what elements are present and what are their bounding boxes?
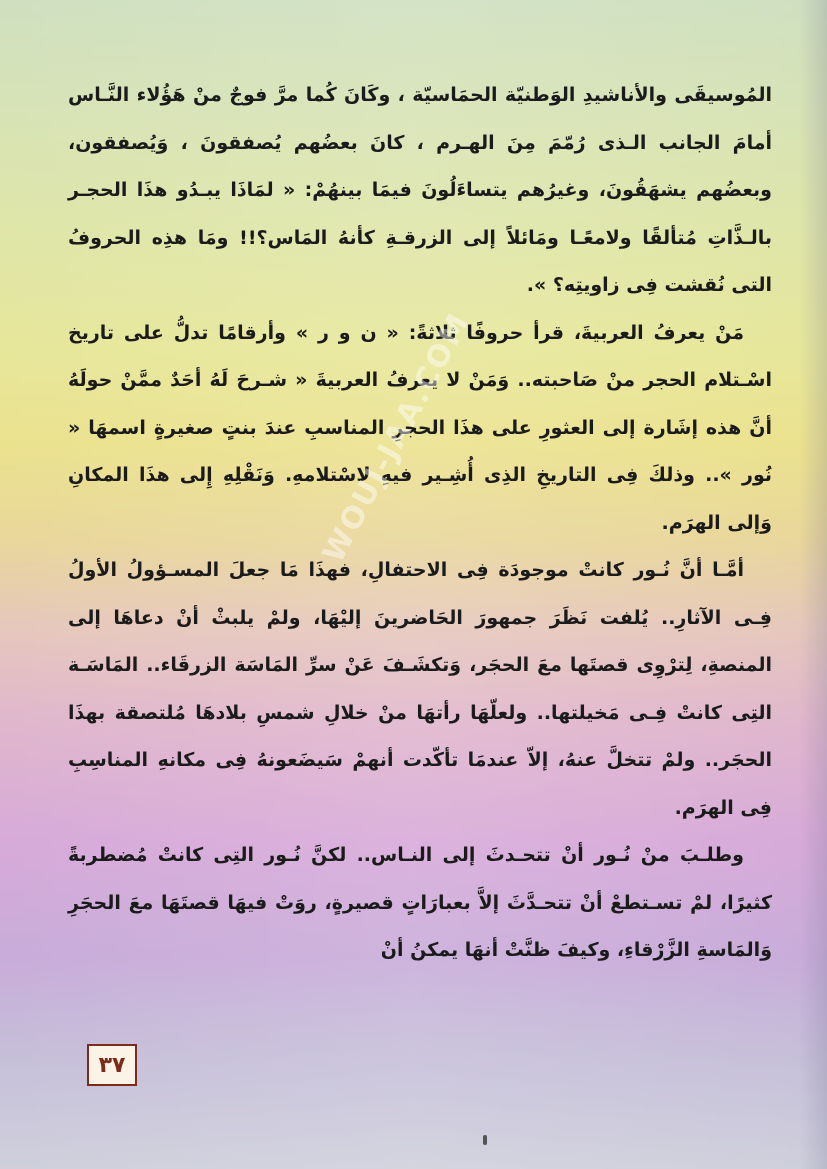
paragraph-4: وطلـبَ منْ نُـور أنْ تتحـدثَ إلى النـاس.. لكنَّ نُـور التِى كانتْ مُضطربةً كثيرًا، لمْ تسـتطعْ أنْ تتحـدَّثَ إلاَّ بعبارَاتٍ قصيرةٍ، روَتْ فيهَا قصتَهَا معَ الحجَرِ وَالمَاسةِ الزَّرْقاءِ، وكيفَ ظنَّتْ أنهَا يمكنُ أنْ (68, 844, 772, 961)
binding-mark (483, 1135, 487, 1145)
paragraph-1: المُوسيقَى والأناشيدِ الوَطنيّة الحمَاسيّة ، وكَانَ كُما مرَّ فوجٌ منْ هَؤُلاء النَّـاس أمامَ الجانب الـذى رُمّمَ مِنَ الهـرم ، كانَ بعضُهم يُصفقونَ ، وَيُصفقون، وبعضُهم يشهَقُونَ، وغيرُهم يتساءَلُونَ فيمَا بينهُمْ: « لمَاذَا يبـدُو هذَا الحجـر بالـذَّاتِ مُتألقًا ولامعًـا ومَائلاً إلى الزرقـةِ كأنهُ المَاس؟!! ومَا هذِه الحروفُ التى نُقشت فِى زاويتِه؟ ». (68, 84, 772, 296)
paragraph-2: مَنْ يعرفُ العربيةَ، قرأ حروفًا ثلاثةً: « ن و ر » وأرقامًا تدلُّ على تاريخ اسْـتلام الحجر منْ صَاحبته.. وَمَنْ لا يعرفُ العربيةَ « شـرحَ لَهُ أحَدٌ ممَّنْ حولَهُ أنَّ هذه إشَارة إلى العثورِ على هذَا الحجرِ المناسبِ عندَ بنتٍ صغيرةٍ اسمهَا « نُور ».. وذلكَ فِى التاريخِ الذِى أُشِـير فيهِ لاسْتلامهِ. وَنَقْلِهِ إِلى هذَا المكانِ وَإلى الهرَم. (68, 321, 772, 534)
watermark: WOUJ-JAA.COM (316, 306, 478, 569)
story-text (68, 72, 772, 975)
page-number: ٣٧ (87, 1044, 137, 1086)
paragraph-3: أمَّـا أنَّ نُـور كانتْ موجودَة فِى الاحتفالِ، فهذَا مَا جعلَ المسـؤولُ الأولُ فِـى الآثارِ.. يُلفت نَظَرَ جمهورَ الحَاضرينَ إليْهَا، ولمْ يلبثْ أنْ دعاهَا إلى المنصةِ، لِترْوِى قصتَها معَ الحجَر، وَتكشَـفَ عَنْ سرِّ المَاسَة الزرقَاء.. المَاسَـة التِى كانتْ فِـى مَخيلتها.. ولعلّهَا رأتهَا منْ خلالِ شمسِ بلادهَا مُلتصقة بهذَا الحجَر.. ولمْ تتخلَّ عنهُ، إلاّ عندمَا تأكّدت أنهمْ سَيضَعونهُ فِى مكانهِ المناسِبِ فِى الهرَم. (68, 559, 772, 819)
page-edge-shadow (799, 0, 827, 1169)
